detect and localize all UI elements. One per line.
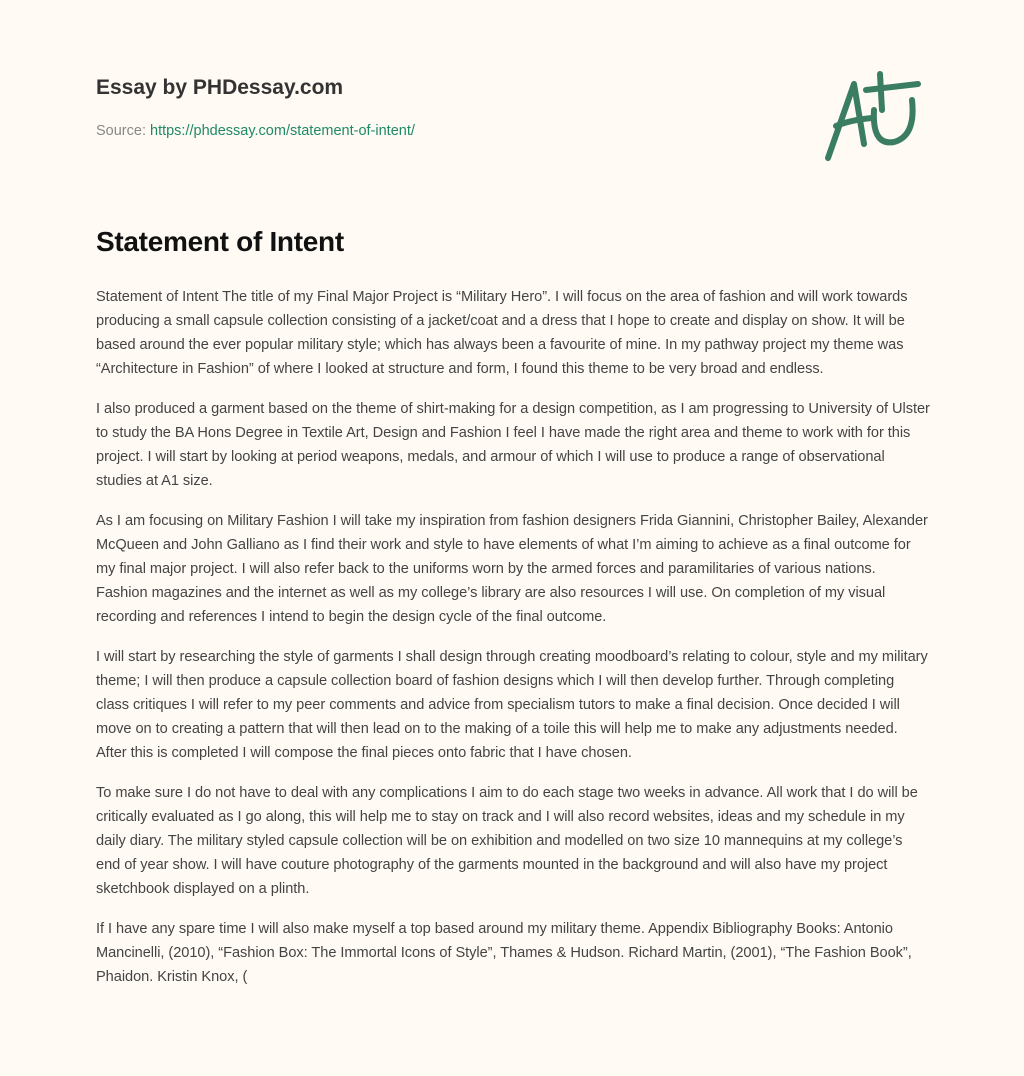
paragraph: I also produced a garment based on the theme of shirt-making for a design competition, as I am progressing to University of Ulster to study the BA Hons Degree in Textile Art, Design and Fashion I feel I have made the right area and theme to work with for this project. I will start by looking at period weapons, medals, and armour of which I will use to produce a range of observational studies at A1 size. [96,401,930,489]
source-link[interactable]: https://phdessay.com/statement-of-intent/ [150,123,415,139]
source-line [96,123,415,139]
a-plus-logo-icon [820,70,930,165]
paragraph: To make sure I do not have to deal with any complications I aim to do each stage two weeks in advance. All work that I do will be critically evaluated as I go along, this will help me to stay on track and I will also record websites, ideas and my schedule in my daily diary. The military styled capsule collection will be on exhibition and modelled on two size 10 mannequins at my college’s end of year show. I will have couture photography of the garments mounted in the background and will also have my project sketchbook displayed on a plinth. [96,785,918,897]
essay-body [96,285,930,1005]
site-brand: Essay by PHDessay.com [96,76,344,99]
paragraph: I will start by researching the style of garments I shall design through creating moodboard’s relating to colour, style and my military theme; I will then produce a capsule collection board of fashion designs which I will then develop further. Through completing class critiques I will refer to my peer comments and advice from specialism tutors to make a final decision. Once decided I will move on to creating a pattern that will then lead on to the making of a toile this will help me to make any adjustments needed. After this is completed I will compose the final pieces onto fabric that I have chosen. [96,649,928,761]
page-title: Statement of Intent [96,226,344,257]
paragraph: Statement of Intent The title of my Final Major Project is “Military Hero”. I will focus on the area of fashion and will work towards producing a small capsule collection consisting of a jacket/coat and a dress that I hope to create and display on show. It will be based around the ever popular military style; which has always been a favourite of mine. In my pathway project my theme was “Architecture in Fashion” of where I looked at structure and form, I found this theme to be very broad and endless. [96,289,908,377]
paragraph: If I have any spare time I will also make myself a top based around my military theme. Appendix Bibliography Books: Antonio Mancinelli, (2010), “Fashion Box: The Immortal Icons of Style”, Thames & Hudson. Richard Martin, (2001), “The Fashion Book”, Phaidon. Kristin Knox, ( [96,921,912,985]
paragraph: As I am focusing on Military Fashion I will take my inspiration from fashion designers Frida Giannini, Christopher Bailey, Alexander McQueen and John Galliano as I find their work and style to have elements of what I’m aiming to achieve as a final outcome for my final major project. I will also refer back to the uniforms worn by the armed forces and paramilitaries of various nations. Fashion magazines and the internet as well as my college’s library are also resources I will use. On completion of my visual recording and references I intend to begin the design cycle of the final outcome. [96,513,928,625]
source-label: Source: [96,123,150,139]
